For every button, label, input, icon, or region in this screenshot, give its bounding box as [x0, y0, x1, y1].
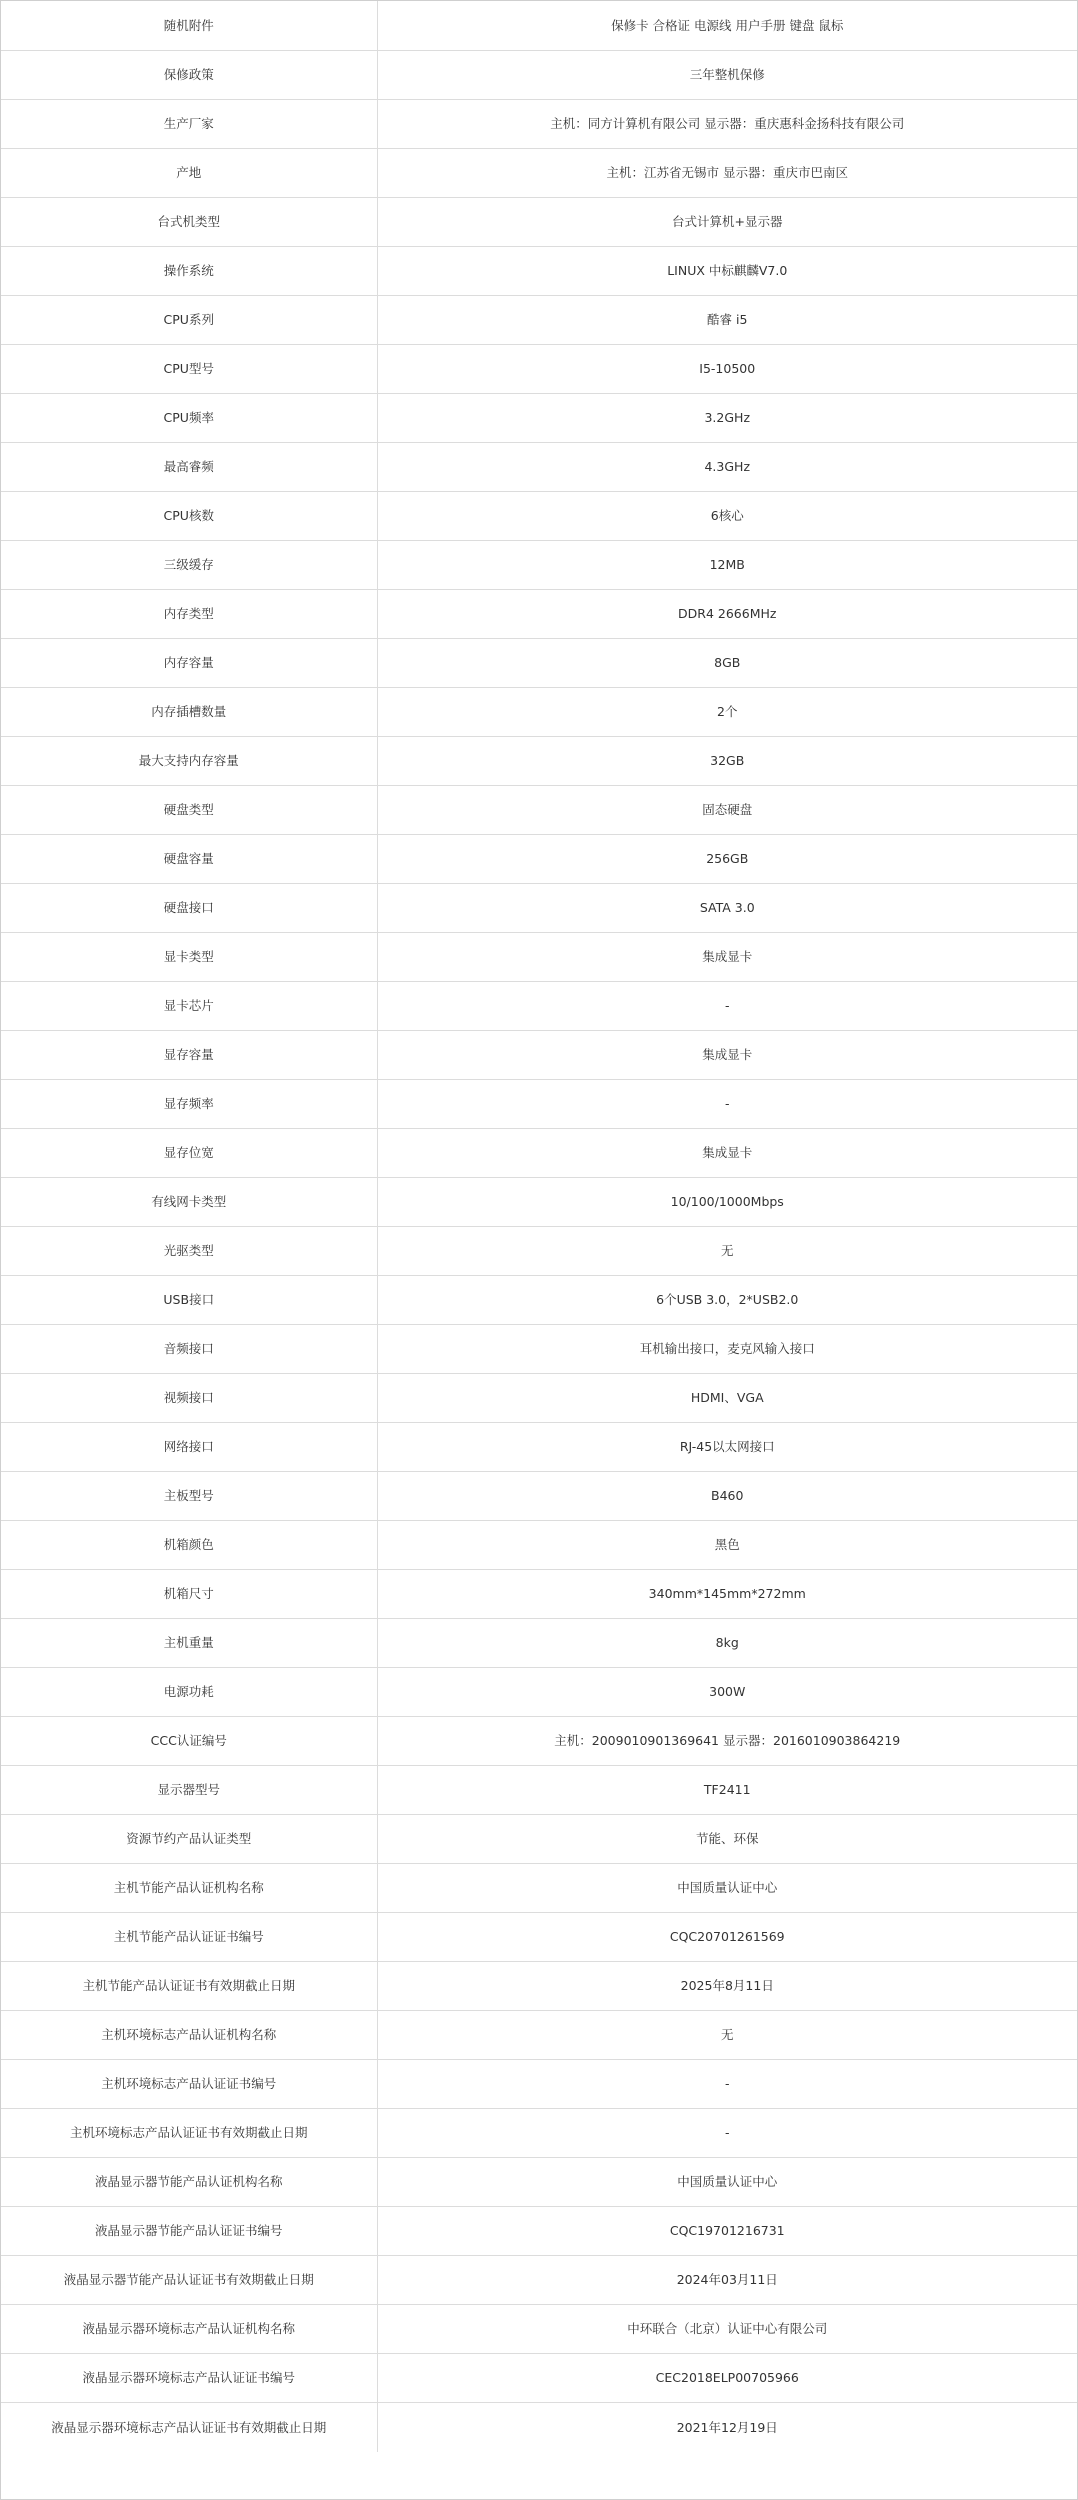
table-row — [1, 1961, 1077, 2010]
spec-label: 液晶显示器环境标志产品认证证书有效期截止日期 — [1, 2402, 377, 2452]
spec-value: 8GB — [377, 638, 1077, 687]
table-row — [1, 589, 1077, 638]
spec-label: 电源功耗 — [1, 1667, 377, 1716]
spec-value: 300W — [377, 1667, 1077, 1716]
table-row — [1, 1863, 1077, 1912]
table-row — [1, 295, 1077, 344]
table-row — [1, 1618, 1077, 1667]
spec-label: 液晶显示器环境标志产品认证机构名称 — [1, 2304, 377, 2353]
spec-value: 中国质量认证中心 — [377, 2157, 1077, 2206]
spec-value: 黑色 — [377, 1520, 1077, 1569]
table-row — [1, 1814, 1077, 1863]
spec-value: 主机：江苏省无锡市 显示器：重庆市巴南区 — [377, 148, 1077, 197]
spec-label: 液晶显示器节能产品认证机构名称 — [1, 2157, 377, 2206]
spec-label: 生产厂家 — [1, 99, 377, 148]
table-row — [1, 1471, 1077, 1520]
table-row — [1, 981, 1077, 1030]
table-row — [1, 1177, 1077, 1226]
spec-value: 耳机输出接口，麦克风输入接口 — [377, 1324, 1077, 1373]
table-row — [1, 1520, 1077, 1569]
spec-value: 340mm*145mm*272mm — [377, 1569, 1077, 1618]
table-row — [1, 1079, 1077, 1128]
spec-value: 中环联合（北京）认证中心有限公司 — [377, 2304, 1077, 2353]
table-row — [1, 442, 1077, 491]
spec-label: CCC认证编号 — [1, 1716, 377, 1765]
table-row — [1, 393, 1077, 442]
spec-label: 随机附件 — [1, 1, 377, 50]
spec-value: CEC2018ELP00705966 — [377, 2353, 1077, 2402]
spec-value: 2024年03月11日 — [377, 2255, 1077, 2304]
table-row — [1, 883, 1077, 932]
spec-label: 音频接口 — [1, 1324, 377, 1373]
spec-value: I5-10500 — [377, 344, 1077, 393]
table-row — [1, 540, 1077, 589]
spec-label: 主机节能产品认证证书编号 — [1, 1912, 377, 1961]
spec-label: 显示器型号 — [1, 1765, 377, 1814]
table-row — [1, 148, 1077, 197]
table-row — [1, 197, 1077, 246]
spec-label: 显存位宽 — [1, 1128, 377, 1177]
table-row — [1, 99, 1077, 148]
spec-label: 液晶显示器节能产品认证证书编号 — [1, 2206, 377, 2255]
spec-label: 硬盘容量 — [1, 834, 377, 883]
table-row — [1, 1912, 1077, 1961]
spec-value: 集成显卡 — [377, 1128, 1077, 1177]
spec-value: 集成显卡 — [377, 1030, 1077, 1079]
spec-value: 无 — [377, 2010, 1077, 2059]
table-row — [1, 2108, 1077, 2157]
spec-value: 保修卡 合格证 电源线 用户手册 键盘 鼠标 — [377, 1, 1077, 50]
spec-value: 10/100/1000Mbps — [377, 1177, 1077, 1226]
spec-label: 液晶显示器环境标志产品认证证书编号 — [1, 2353, 377, 2402]
spec-value: 4.3GHz — [377, 442, 1077, 491]
spec-label: 主板型号 — [1, 1471, 377, 1520]
spec-label: 内存类型 — [1, 589, 377, 638]
table-row — [1, 2059, 1077, 2108]
spec-value: RJ-45以太网接口 — [377, 1422, 1077, 1471]
spec-value: 2021年12月19日 — [377, 2402, 1077, 2452]
table-row — [1, 1569, 1077, 1618]
spec-value: 6核心 — [377, 491, 1077, 540]
spec-value: 6个USB 3.0，2*USB2.0 — [377, 1275, 1077, 1324]
spec-label: 硬盘类型 — [1, 785, 377, 834]
spec-label: 内存容量 — [1, 638, 377, 687]
spec-value: 节能、环保 — [377, 1814, 1077, 1863]
table-row — [1, 932, 1077, 981]
spec-label: 内存插槽数量 — [1, 687, 377, 736]
spec-label: 三级缓存 — [1, 540, 377, 589]
table-row — [1, 1324, 1077, 1373]
table-row — [1, 638, 1077, 687]
spec-value: B460 — [377, 1471, 1077, 1520]
spec-label: 最高睿频 — [1, 442, 377, 491]
spec-label: 显卡芯片 — [1, 981, 377, 1030]
spec-label: 机箱颜色 — [1, 1520, 377, 1569]
table-row — [1, 2255, 1077, 2304]
table-row — [1, 2010, 1077, 2059]
table-row — [1, 1667, 1077, 1716]
spec-value: - — [377, 2059, 1077, 2108]
table-row — [1, 246, 1077, 295]
spec-value: 256GB — [377, 834, 1077, 883]
spec-label: CPU系列 — [1, 295, 377, 344]
spec-value: 主机：同方计算机有限公司 显示器：重庆惠科金扬科技有限公司 — [377, 99, 1077, 148]
spec-label: 显存容量 — [1, 1030, 377, 1079]
spec-value: 2025年8月11日 — [377, 1961, 1077, 2010]
spec-label: 液晶显示器节能产品认证证书有效期截止日期 — [1, 2255, 377, 2304]
spec-value: 集成显卡 — [377, 932, 1077, 981]
spec-value: TF2411 — [377, 1765, 1077, 1814]
spec-label: 主机重量 — [1, 1618, 377, 1667]
spec-label: CPU型号 — [1, 344, 377, 393]
spec-label: 主机环境标志产品认证证书有效期截止日期 — [1, 2108, 377, 2157]
spec-value: 主机：2009010901369641 显示器：2016010903864219 — [377, 1716, 1077, 1765]
spec-value: 12MB — [377, 540, 1077, 589]
spec-label: 资源节约产品认证类型 — [1, 1814, 377, 1863]
spec-value: DDR4 2666MHz — [377, 589, 1077, 638]
table-row — [1, 2157, 1077, 2206]
spec-label: 台式机类型 — [1, 197, 377, 246]
spec-label: 显存频率 — [1, 1079, 377, 1128]
table-row — [1, 1765, 1077, 1814]
spec-value: 酷睿 i5 — [377, 295, 1077, 344]
spec-label: 主机节能产品认证证书有效期截止日期 — [1, 1961, 377, 2010]
spec-label: CPU核数 — [1, 491, 377, 540]
spec-value: 台式计算机+显示器 — [377, 197, 1077, 246]
table-row — [1, 1030, 1077, 1079]
spec-label: 显卡类型 — [1, 932, 377, 981]
spec-label: 网络接口 — [1, 1422, 377, 1471]
spec-value: 2个 — [377, 687, 1077, 736]
spec-value: 8kg — [377, 1618, 1077, 1667]
spec-label: USB接口 — [1, 1275, 377, 1324]
spec-label: 视频接口 — [1, 1373, 377, 1422]
spec-value: 中国质量认证中心 — [377, 1863, 1077, 1912]
spec-value: CQC20701261569 — [377, 1912, 1077, 1961]
spec-label: 有线网卡类型 — [1, 1177, 377, 1226]
table-row — [1, 1422, 1077, 1471]
table-row — [1, 1128, 1077, 1177]
spec-value: - — [377, 981, 1077, 1030]
spec-value: 三年整机保修 — [377, 50, 1077, 99]
table-row — [1, 785, 1077, 834]
table-row — [1, 50, 1077, 99]
spec-label: CPU频率 — [1, 393, 377, 442]
table-row — [1, 2353, 1077, 2402]
spec-label: 光驱类型 — [1, 1226, 377, 1275]
spec-value: - — [377, 2108, 1077, 2157]
spec-value: 32GB — [377, 736, 1077, 785]
spec-label: 主机环境标志产品认证机构名称 — [1, 2010, 377, 2059]
spec-label: 机箱尺寸 — [1, 1569, 377, 1618]
table-row — [1, 1, 1077, 50]
spec-value: 3.2GHz — [377, 393, 1077, 442]
table-row — [1, 687, 1077, 736]
table-row — [1, 1275, 1077, 1324]
spec-value: 无 — [377, 1226, 1077, 1275]
spec-label: 最大支持内存容量 — [1, 736, 377, 785]
spec-label: 主机环境标志产品认证证书编号 — [1, 2059, 377, 2108]
spec-value: 固态硬盘 — [377, 785, 1077, 834]
table-row — [1, 1226, 1077, 1275]
table-row — [1, 344, 1077, 393]
table-row — [1, 2304, 1077, 2353]
table-row — [1, 834, 1077, 883]
table-row — [1, 2206, 1077, 2255]
spec-label: 保修政策 — [1, 50, 377, 99]
table-row — [1, 491, 1077, 540]
table-row — [1, 1373, 1077, 1422]
table-row — [1, 2402, 1077, 2452]
spec-value: LINUX 中标麒麟V7.0 — [377, 246, 1077, 295]
spec-label: 主机节能产品认证机构名称 — [1, 1863, 377, 1912]
spec-value: HDMI、VGA — [377, 1373, 1077, 1422]
spec-value: CQC19701216731 — [377, 2206, 1077, 2255]
table-row — [1, 1716, 1077, 1765]
spec-table-body — [1, 1, 1077, 2452]
spec-label: 产地 — [1, 148, 377, 197]
spec-table — [1, 1, 1077, 2452]
spec-value: SATA 3.0 — [377, 883, 1077, 932]
spec-label: 操作系统 — [1, 246, 377, 295]
spec-value: - — [377, 1079, 1077, 1128]
table-row — [1, 736, 1077, 785]
spec-label: 硬盘接口 — [1, 883, 377, 932]
